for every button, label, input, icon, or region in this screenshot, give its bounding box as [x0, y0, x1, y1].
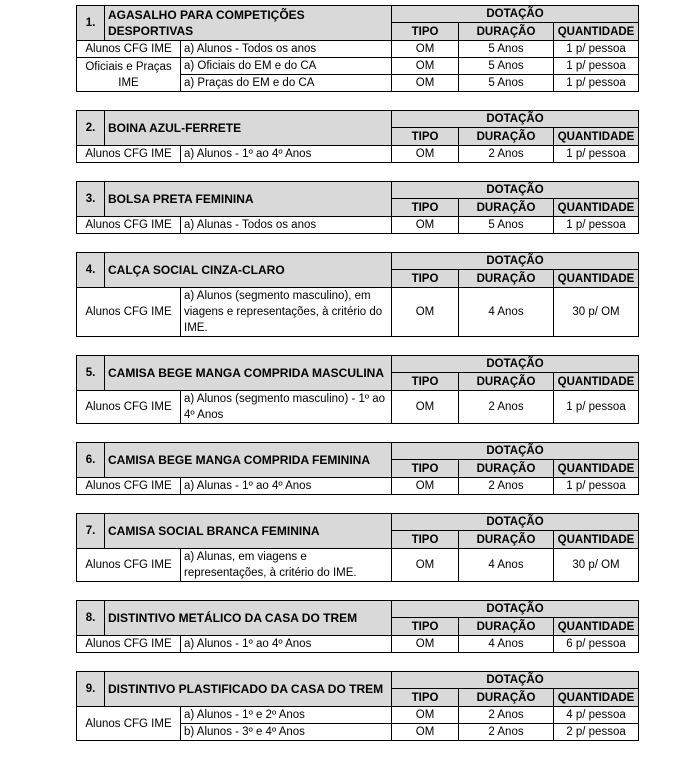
item-title: BOLSA PRETA FEMININA [105, 182, 392, 217]
item-number: 5. [77, 356, 105, 391]
item-header-row [77, 356, 639, 373]
quantidade-header: QUANTIDADE [554, 199, 639, 217]
row-tipo: OM [392, 707, 459, 724]
item-table [76, 671, 639, 741]
table-row [77, 217, 639, 234]
item-header-row [77, 601, 639, 618]
row-description: a) Alunos - 1º ao 4º Anos [181, 146, 392, 163]
group-label: Alunos CFG IME [77, 549, 181, 582]
quantidade-header: QUANTIDADE [554, 618, 639, 636]
row-description: a) Alunas - 1º ao 4º Anos [181, 478, 392, 495]
row-description: a) Alunos (segmento masculino) - 1º ao 4º Anos [181, 391, 392, 424]
group-label: Alunos CFG IME [77, 478, 181, 495]
item-table [76, 600, 639, 653]
row-tipo: OM [392, 146, 459, 163]
row-description: a) Alunos (segmento masculino), em viagens e representações, à critério do IME. [181, 288, 392, 337]
quantidade-header: QUANTIDADE [554, 460, 639, 478]
tipo-header: TIPO [392, 618, 459, 636]
duracao-header: DURAÇÃO [459, 689, 554, 707]
group-label: Alunos CFG IME [77, 391, 181, 424]
row-tipo: OM [392, 724, 459, 741]
dotacao-header: DOTAÇÃO [392, 514, 639, 531]
item-table [76, 181, 639, 234]
item-title: DISTINTIVO METÁLICO DA CASA DO TREM [105, 601, 392, 636]
item-number: 6. [77, 443, 105, 478]
row-duracao: 5 Anos [459, 75, 554, 92]
row-duracao: 2 Anos [459, 707, 554, 724]
row-quantidade: 1 p/ pessoa [554, 478, 639, 495]
item-header-row [77, 672, 639, 689]
dotacao-header: DOTAÇÃO [392, 443, 639, 460]
row-quantidade: 1 p/ pessoa [554, 391, 639, 424]
tipo-header: TIPO [392, 460, 459, 478]
item-header-row [77, 6, 639, 23]
group-label: Alunos CFG IME [77, 41, 181, 58]
tipo-header: TIPO [392, 270, 459, 288]
row-quantidade: 2 p/ pessoa [554, 724, 639, 741]
group-label: Oficiais e Praças IME [77, 58, 181, 92]
item-header-row [77, 514, 639, 531]
row-duracao: 4 Anos [459, 636, 554, 653]
table-row [77, 636, 639, 653]
item-title: DISTINTIVO PLASTIFICADO DA CASA DO TREM [105, 672, 392, 707]
duracao-header: DURAÇÃO [459, 128, 554, 146]
row-tipo: OM [392, 41, 459, 58]
quantidade-header: QUANTIDADE [554, 373, 639, 391]
tipo-header: TIPO [392, 689, 459, 707]
table-spacer [76, 163, 638, 181]
tipo-header: TIPO [392, 531, 459, 549]
item-table [76, 355, 639, 424]
table-spacer [76, 495, 638, 513]
duracao-header: DURAÇÃO [459, 270, 554, 288]
table-row [77, 146, 639, 163]
quantidade-header: QUANTIDADE [554, 128, 639, 146]
item-number: 9. [77, 672, 105, 707]
dotacao-header: DOTAÇÃO [392, 601, 639, 618]
row-quantidade: 1 p/ pessoa [554, 41, 639, 58]
table-spacer [76, 337, 638, 355]
item-number: 8. [77, 601, 105, 636]
row-quantidade: 30 p/ OM [554, 549, 639, 582]
table-row [77, 391, 639, 424]
dotacao-header: DOTAÇÃO [392, 253, 639, 270]
item-title: CAMISA BEGE MANGA COMPRIDA FEMININA [105, 443, 392, 478]
tipo-header: TIPO [392, 199, 459, 217]
row-duracao: 5 Anos [459, 217, 554, 234]
item-header-row [77, 111, 639, 128]
row-duracao: 2 Anos [459, 146, 554, 163]
row-tipo: OM [392, 549, 459, 582]
row-quantidade: 4 p/ pessoa [554, 707, 639, 724]
item-number: 7. [77, 514, 105, 549]
duracao-header: DURAÇÃO [459, 531, 554, 549]
item-table [76, 110, 639, 163]
row-quantidade: 1 p/ pessoa [554, 58, 639, 75]
row-tipo: OM [392, 75, 459, 92]
table-row [77, 58, 639, 75]
table-spacer [76, 653, 638, 671]
row-description: a) Alunas, em viagens e representações, à critério do IME. [181, 549, 392, 582]
row-description: b) Alunos - 3º e 4º Anos [181, 724, 392, 741]
item-header-row [77, 443, 639, 460]
row-quantidade: 30 p/ OM [554, 288, 639, 337]
table-row [77, 478, 639, 495]
row-quantidade: 1 p/ pessoa [554, 217, 639, 234]
item-table [76, 252, 639, 337]
table-row [77, 549, 639, 582]
row-tipo: OM [392, 636, 459, 653]
row-description: a) Alunos - Todos os anos [181, 41, 392, 58]
duracao-header: DURAÇÃO [459, 618, 554, 636]
group-label: Alunos CFG IME [77, 288, 181, 337]
row-description: a) Alunas - Todos os anos [181, 217, 392, 234]
dotacao-header: DOTAÇÃO [392, 672, 639, 689]
row-description: a) Praças do EM e do CA [181, 75, 392, 92]
duracao-header: DURAÇÃO [459, 373, 554, 391]
table-row [77, 707, 639, 724]
item-header-row [77, 253, 639, 270]
item-number: 3. [77, 182, 105, 217]
item-number: 4. [77, 253, 105, 288]
item-title: AGASALHO PARA COMPETIÇÕES DESPORTIVAS [105, 6, 392, 41]
row-duracao: 4 Anos [459, 549, 554, 582]
row-duracao: 2 Anos [459, 391, 554, 424]
row-tipo: OM [392, 478, 459, 495]
row-description: a) Oficiais do EM e do CA [181, 58, 392, 75]
dotacao-header: DOTAÇÃO [392, 182, 639, 199]
item-table [76, 5, 639, 92]
tipo-header: TIPO [392, 128, 459, 146]
row-description: a) Alunos - 1º e 2º Anos [181, 707, 392, 724]
duracao-header: DURAÇÃO [459, 460, 554, 478]
item-table [76, 442, 639, 495]
row-duracao: 2 Anos [459, 478, 554, 495]
group-label: Alunos CFG IME [77, 636, 181, 653]
dotacao-header: DOTAÇÃO [392, 111, 639, 128]
group-label: Alunos CFG IME [77, 707, 181, 741]
row-duracao: 2 Anos [459, 724, 554, 741]
item-number: 1. [77, 6, 105, 41]
row-quantidade: 1 p/ pessoa [554, 146, 639, 163]
item-number: 2. [77, 111, 105, 146]
item-title: CAMISA BEGE MANGA COMPRIDA MASCULINA [105, 356, 392, 391]
quantidade-header: QUANTIDADE [554, 270, 639, 288]
item-title: BOINA AZUL-FERRETE [105, 111, 392, 146]
duracao-header: DURAÇÃO [459, 23, 554, 41]
row-quantidade: 6 p/ pessoa [554, 636, 639, 653]
row-duracao: 5 Anos [459, 41, 554, 58]
table-spacer [76, 582, 638, 600]
item-title: CAMISA SOCIAL BRANCA FEMININA [105, 514, 392, 549]
row-tipo: OM [392, 217, 459, 234]
group-label: Alunos CFG IME [77, 146, 181, 163]
tipo-header: TIPO [392, 23, 459, 41]
item-header-row [77, 182, 639, 199]
table-spacer [76, 234, 638, 252]
quantidade-header: QUANTIDADE [554, 23, 639, 41]
quantidade-header: QUANTIDADE [554, 689, 639, 707]
dotacao-header: DOTAÇÃO [392, 6, 639, 23]
quantidade-header: QUANTIDADE [554, 531, 639, 549]
duracao-header: DURAÇÃO [459, 199, 554, 217]
item-table [76, 513, 639, 582]
table-row [77, 41, 639, 58]
table-row [77, 288, 639, 337]
uniform-allotment-document [76, 5, 638, 741]
row-duracao: 4 Anos [459, 288, 554, 337]
tipo-header: TIPO [392, 373, 459, 391]
table-spacer [76, 424, 638, 442]
group-label: Alunos CFG IME [77, 217, 181, 234]
row-duracao: 5 Anos [459, 58, 554, 75]
table-spacer [76, 92, 638, 110]
row-tipo: OM [392, 58, 459, 75]
row-description: a) Alunos - 1º ao 4º Anos [181, 636, 392, 653]
row-tipo: OM [392, 391, 459, 424]
row-quantidade: 1 p/ pessoa [554, 75, 639, 92]
dotacao-header: DOTAÇÃO [392, 356, 639, 373]
row-tipo: OM [392, 288, 459, 337]
item-title: CALÇA SOCIAL CINZA-CLARO [105, 253, 392, 288]
